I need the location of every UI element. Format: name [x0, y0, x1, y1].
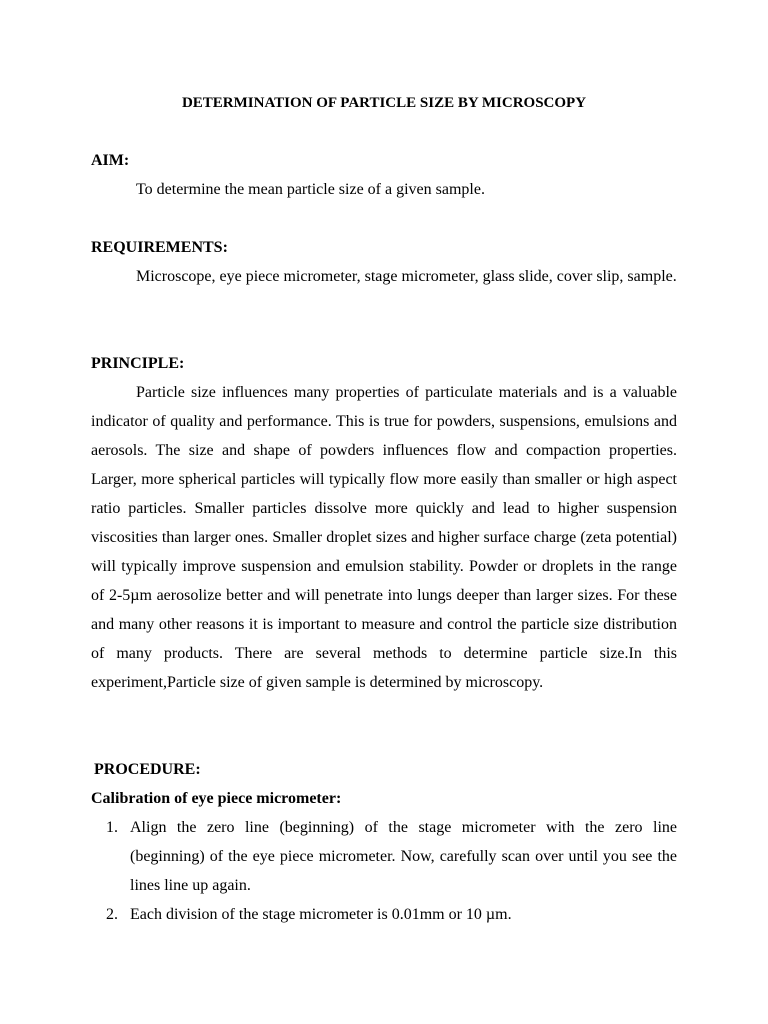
list-item [91, 900, 677, 929]
step-number: 1. [106, 819, 118, 836]
requirements-heading: REQUIREMENTS: [91, 239, 228, 256]
step-text: Each division of the stage micrometer is 0.01mm or 10 µm. [130, 906, 512, 923]
list-item [91, 813, 677, 900]
procedure-steps [91, 813, 677, 929]
step-text: Align the zero line (beginning) of the stage micrometer with the zero line (beginning) of the eye piece micrometer. Now, carefully scan over until you see the lines line up again. [130, 819, 677, 894]
principle-text: Particle size influences many properties of particulate materials and is a valuable indicator of quality and performance. This is true for powders, suspensions, emulsions and aerosols. The size and shape of powders influences flow and compaction properties. Larger, more spherical particles will typically flow more easily than smaller or high aspect ratio particles. Smaller particles dissolve more quickly and lead to higher suspension viscosities than larger ones. Smaller droplet sizes and higher surface charge (zeta potential) will typically improve suspension and emulsion stability. Powder or droplets in the range of 2-5µm aerosolize better and will penetrate into lungs deeper than larger sizes. For these and many other reasons it is important to measure and control the particle size distribution of many products. There are several methods to determine particle size.In this experiment,Particle size of given sample is determined by microscopy. [91, 384, 677, 691]
principle-heading: PRINCIPLE: [91, 355, 185, 372]
page-title: DETERMINATION OF PARTICLE SIZE BY MICROSCOPY [181, 95, 587, 111]
procedure-heading: PROCEDURE: [94, 761, 201, 778]
aim-heading: AIM: [91, 152, 130, 169]
aim-text: To determine the mean particle size of a given sample. [136, 181, 485, 198]
requirements-text: Microscope, eye piece micrometer, stage micrometer, glass slide, cover slip, sample. [136, 268, 677, 285]
step-number: 2. [106, 906, 118, 923]
calibration-subheading: Calibration of eye piece micrometer: [91, 790, 342, 807]
